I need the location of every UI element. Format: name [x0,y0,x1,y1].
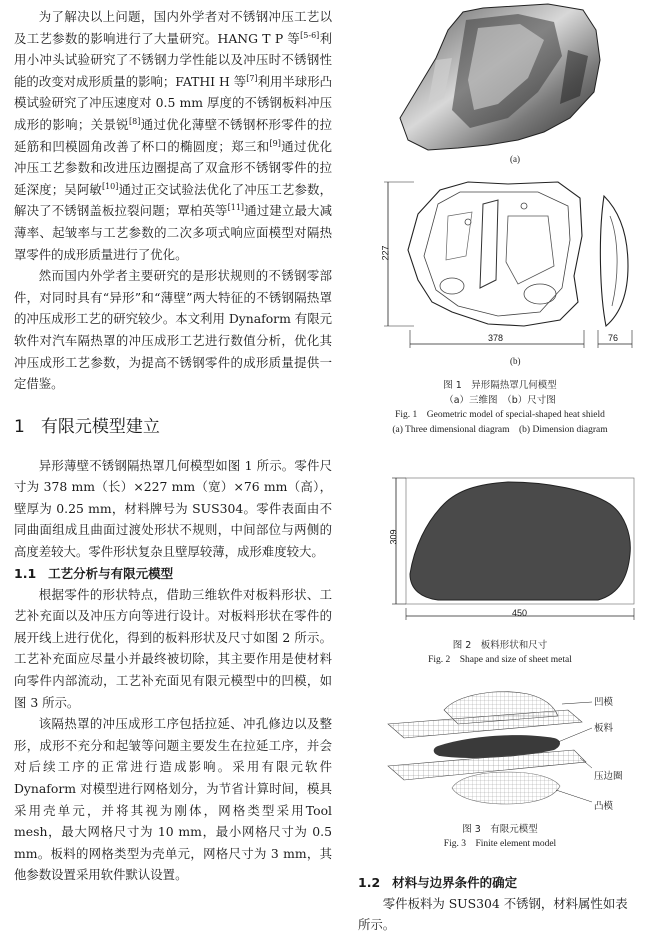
intro-paragraph-1: 为了解决以上问题，国内外学者对不锈钢冲压工艺以及工艺参数的影响进行了大量研究。HANG T P 等[5-6]利用小冲头试验研究了不锈钢力学性能以及冲压时不锈钢性能的改变对成形质量的影响；FATHI H 等[7]利用半球形凸模试验研究了冲压速度对 0.5 mm 厚度的不锈钢板料冲压成形的影响；关景锐[8]通过优化薄壁不锈钢杯形零件的拉延筋和凹模圆角改善了杯口的椭圆度；郑三和[9]通过优化冲压工艺参数和改进压边圈提高了双盒形不锈钢零件的拉延深度；吴阿敏[10]通过正交试验法优化了冲压工艺参数，解决了不锈钢盖板拉裂问题；覃柏英等[11]通过建立最大减薄率、起皱率与工艺参数的二次多项式响应面模型对隔热罩零件的成形质量进行了优化。 [14,9,333,262]
figure-1-subcaption-cn: （a）三维图 （b）尺寸图 [444,395,556,406]
figure-3-caption-cn: 图 3 有限元模型 [462,824,538,835]
dim-depth-label: 76 [608,333,619,343]
heat-shield-3d-image [348,0,652,160]
figure-2 [348,470,652,640]
figure-1b-label: (b) [510,356,521,366]
dim-height-label: 227 [380,245,391,261]
sheet-metal-shape [348,470,652,626]
subsection-1-2-heading: 1.2 材料与边界条件的确定 [358,875,518,890]
dim-width-label: 378 [488,333,504,343]
figure-1-subcaption-en: (a) Three dimensional diagram (b) Dimension diagram [392,425,608,435]
blank-label: 板料 [594,723,614,734]
heat-shield-dimension-drawing [348,176,652,356]
figure-1-caption-cn: 图 1 异形隔热罩几何模型 [443,380,557,391]
subsection-1-1-heading: 1.1 工艺分析与有限元模型 [14,565,174,581]
figure-3 [348,680,652,820]
die-label: 凹模 [594,697,614,708]
punch-label: 凸模 [594,801,614,812]
figure-1a-label: (a) [510,154,520,164]
figure-1b [348,176,652,376]
figure-2-caption-cn: 图 2 板料形状和尺寸 [452,640,548,651]
sheet-dim-width-label: 450 [512,608,528,618]
material-paragraph: 零件板料为 SUS304 不锈钢，材料属性如表 [382,896,628,911]
figure-3-caption [348,822,652,852]
figure-2-caption [348,638,652,668]
mesh-paragraph: 该隔热罩的冲压成形工序包括拉延、冲孔修边以及整形，成形不充分和起皱等问题主要发生在拉延工序，并会对后续工序的正常进行造成影响。采用有限元软件 Dynaform 对模型进行网格划分，为节省计算时间，模具采用壳单元，并将其视为刚体，网格类型采用Tool mesh，最大网格尺寸为 10 mm，最小网格尺寸为 0.5 mm。板料的网格类型为壳单元，网格尺寸为 3 mm，其他参数设置采用软件默认设置。 [14,716,332,883]
sheet-dim-height-label: 309 [388,529,399,545]
model-paragraph: 异形薄壁不锈钢隔热罩几何模型如图 1 所示。零件尺寸为 378 mm（长）×227 mm（宽）×76 mm（高），壁厚为 0.25 mm，材料牌号为 SUS304。零件表面由不同曲面组成且曲面过渡处形状不规则，中间部位与两侧的高度差较大。零件形状复杂且壁厚较薄，成形难度较大。 [14,457,332,560]
section-1-heading: 1 有限元模型建立 [14,416,160,437]
figure-1a [348,0,652,175]
figure-1-caption [348,378,652,438]
figure-2-caption-en: Fig. 2 Shape and size of sheet metal [428,655,572,665]
material-paragraph-continued: 所示。 [358,917,396,932]
left-column [14,6,332,886]
binder-label: 压边圈 [594,771,623,782]
figure-1-caption-en: Fig. 1 Geometric model of special-shaped heat shield [395,410,605,420]
process-paragraph: 根据零件的形状特点，借助三维软件对板料形状、工艺补充面以及冲压方向等进行设计。对板料形状在零件的展开线上进行优化，得到的板料形状及尺寸如图 2 所示。工艺补充面应尽量小并最终被切除，其主要作用是使材料向零件内部流动，工艺补充面见有限元模型中的凹模，如图 3 所示。 [14,586,332,710]
intro-paragraph-2: 然而国内外学者主要研究的是形状规则的不锈钢零部件，对同时具有“异形”和“薄壁”两大特征的不锈钢隔热罩的冲压成形工艺的研究较少。本文利用 Dynaform 有限元软件对汽车隔热罩的冲压成形工艺进行数值分析，优化其冲压成形工艺参数，为提高不锈钢零件的成形质量提供一定借鉴。 [14,268,332,392]
right-bottom-text [358,872,652,935]
figure-3-caption-en: Fig. 3 Finite element model [443,839,557,849]
